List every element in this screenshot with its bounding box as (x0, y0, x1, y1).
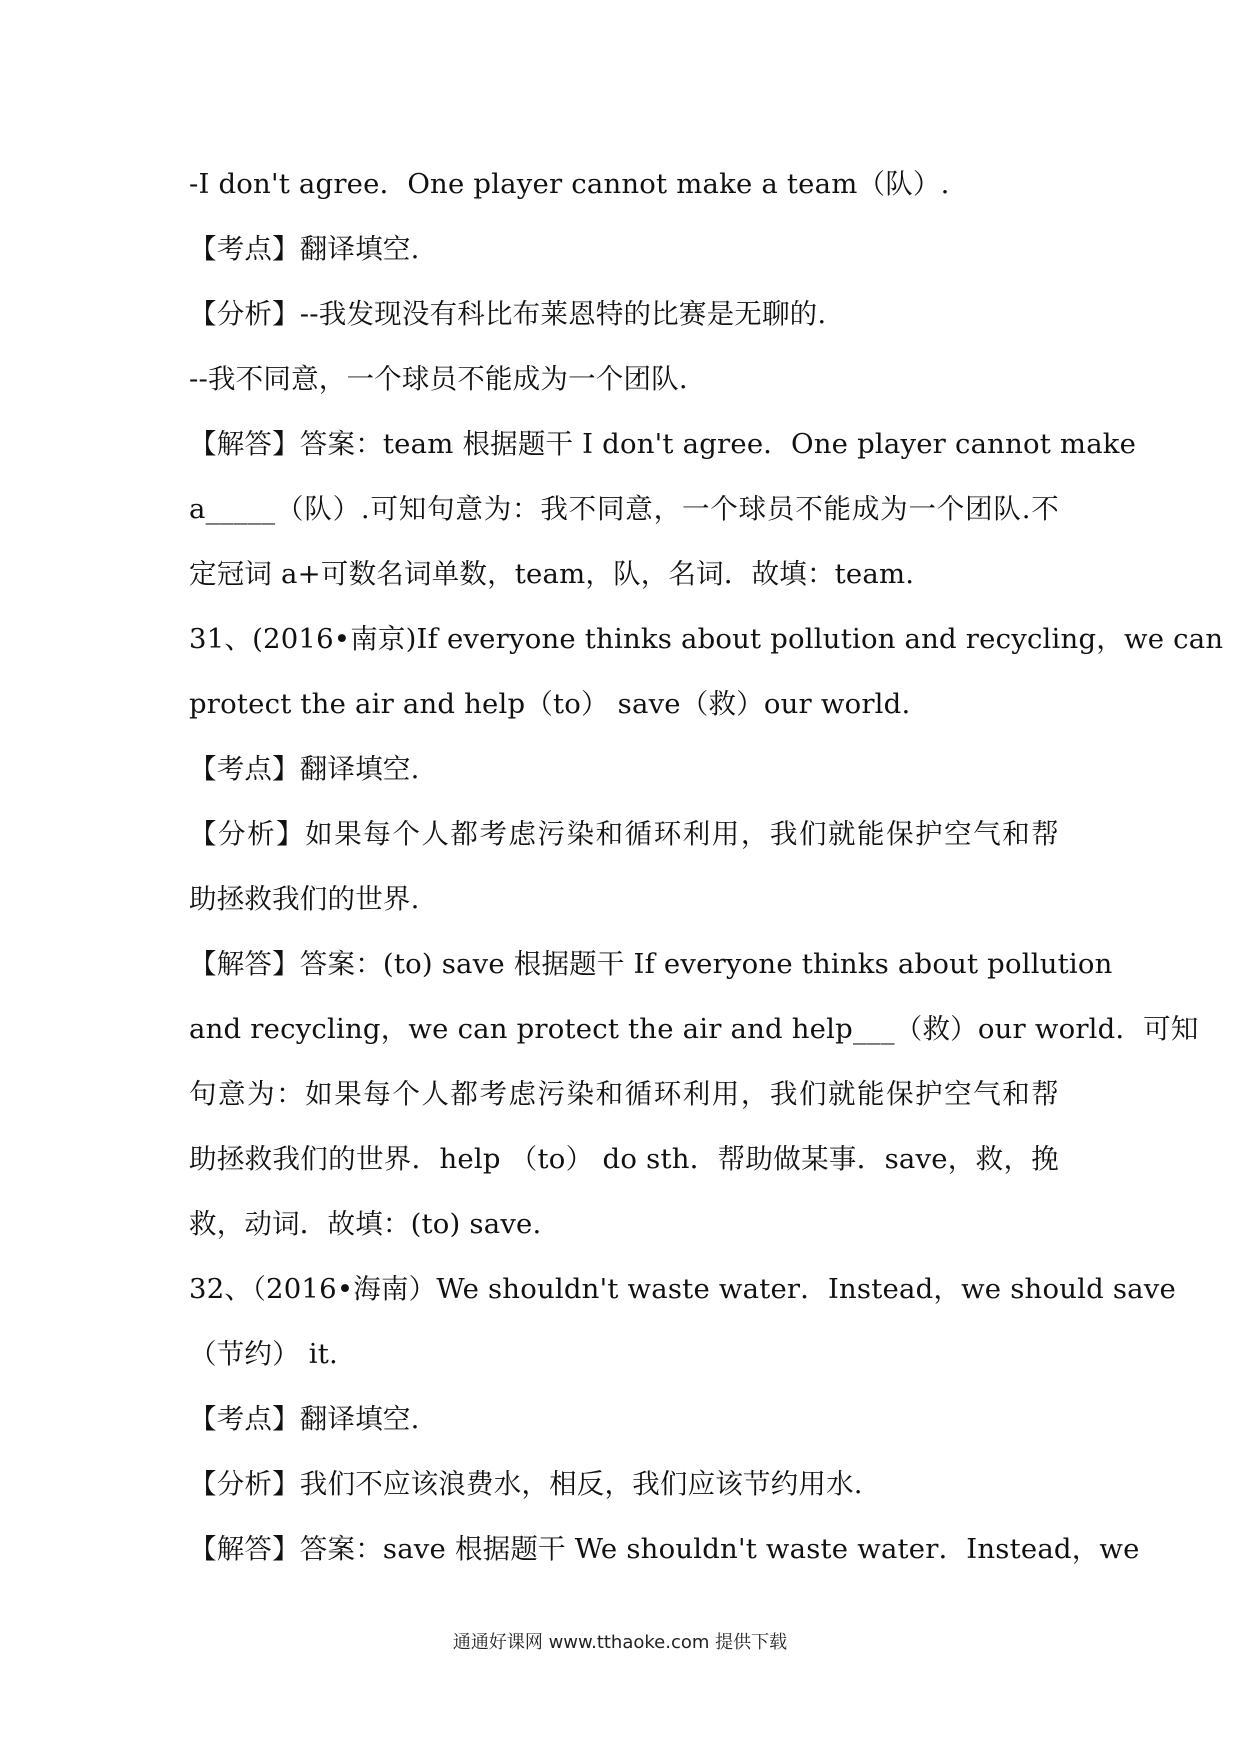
jieda-label: 【解答】答案：save 根据题干 We shouldn't waste water．Instead，we (189, 1533, 1140, 1565)
kaodian-label: 【考点】翻译填空. (189, 233, 420, 265)
text-line: 助拯救我们的世界. (189, 883, 420, 915)
text-line: 救，动词．故填：(to) save. (189, 1208, 542, 1240)
text-line: a_____（队）.可知句意为：我不同意，一个球员不能成为一个团队.不 (189, 493, 1059, 525)
question-32: 32、（2016•海南）We shouldn't waste water．Instead，we should save (189, 1273, 1176, 1305)
text-line: 助拯救我们的世界．help （to） do sth．帮助做某事．save，救，挽 (189, 1143, 1059, 1175)
kaodian-label: 【考点】翻译填空. (189, 1403, 420, 1435)
fenxi-label: 【分析】--我发现没有科比布莱恩特的比赛是无聊的. (189, 298, 827, 330)
text-line: --我不同意，一个球员不能成为一个团队. (189, 363, 688, 395)
text-line: （节约） it. (189, 1338, 338, 1370)
jieda-label: 【解答】答案：(to) save 根据题干 If everyone thinks about pollution (189, 948, 1113, 980)
fenxi-label: 【分析】我们不应该浪费水，相反，我们应该节约用水. (189, 1468, 863, 1500)
jieda-label: 【解答】答案：team 根据题干 I don't agree．One player cannot make (189, 428, 1137, 460)
text-line: 句意为：如果每个人都考虑污染和循环利用，我们就能保护空气和帮 (189, 1078, 1059, 1110)
kaodian-label: 【考点】翻译填空. (189, 753, 420, 785)
text-line: -I don't agree．One player cannot make a team（队）. (189, 168, 950, 200)
fenxi-label: 【分析】如果每个人都考虑污染和循环利用，我们就能保护空气和帮 (189, 818, 1059, 850)
page-footer: 通通好课网 www.tthaoke.com 提供下载 (452, 1632, 788, 1653)
text-line: 定冠词 a+可数名词单数，team，队，名词．故填：team. (189, 558, 915, 590)
text-line: and recycling，we can protect the air and help___（救）our world．可知 (189, 1013, 1199, 1045)
question-31: 31、(2016•南京)If everyone thinks about pollution and recycling，we can (189, 623, 1224, 655)
text-line: protect the air and help（to） save（救）our world. (189, 688, 911, 720)
